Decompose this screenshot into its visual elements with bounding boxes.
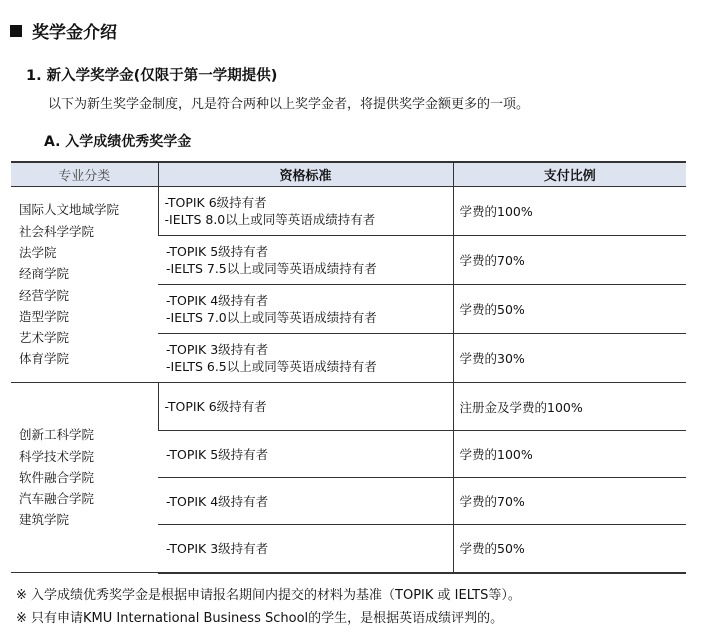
criteria-cell (158, 334, 453, 383)
faculty-name: 经商学院 (19, 266, 70, 282)
footnote: ※ 入学成绩优秀奖学金是根据申请报名期间内提交的材料为基准（TOPIK 或 IELTS等）。 (16, 588, 521, 603)
faculty-name: 软件融合学院 (19, 469, 95, 485)
criteria-cell (158, 187, 453, 236)
header-rate: 支付比例 (453, 162, 686, 187)
criteria-line: -IELTS 8.0以上或同等英语成绩持有者 (164, 212, 376, 227)
page-heading (10, 18, 117, 43)
section-intro: 以下为新生奖学金制度，凡是符合两种以上奖学金者，将提供奖学金额更多的一项。 (48, 97, 530, 112)
criteria-cell (158, 285, 453, 334)
faculty-name: 社会科学学院 (19, 223, 95, 239)
rate-cell: 学费的50% (453, 285, 686, 334)
footnote: ※ 只有申请KMU International Business School的学生，是根据英语成绩评判的。 (16, 611, 504, 626)
subsection-title: A. 入学成绩优秀奖学金 (44, 134, 192, 150)
faculty-name: 造型学院 (19, 308, 70, 324)
scholarship-table (11, 161, 686, 574)
rate-cell: 学费的50% (453, 525, 686, 573)
faculty-name: 经营学院 (19, 287, 70, 303)
criteria-line: -IELTS 7.5以上或同等英语成绩持有者 (166, 261, 377, 276)
criteria-line: -TOPIK 5级持有者 (166, 446, 269, 462)
criteria-cell (158, 478, 453, 525)
faculty-list (11, 187, 158, 383)
page-heading-text: 奖学金介绍 (32, 23, 117, 43)
criteria-cell (158, 431, 453, 478)
faculty-name: 法学院 (19, 244, 57, 260)
rate-cell: 学费的70% (453, 478, 686, 525)
criteria-cell (158, 383, 453, 431)
faculty-list (11, 383, 158, 573)
header-major: 专业分类 (11, 162, 158, 187)
faculty-name: 科学技术学院 (19, 448, 95, 464)
faculty-name: 艺术学院 (19, 330, 70, 346)
faculty-name: 体育学院 (19, 351, 70, 367)
square-bullet-icon (10, 25, 22, 37)
section-title: 1. 新入学奖学金(仅限于第一学期提供) (26, 68, 278, 84)
criteria-line: -TOPIK 4级持有者 (166, 293, 269, 308)
faculty-name: 汽车融合学院 (19, 491, 95, 507)
table-row (11, 187, 686, 236)
faculty-name: 国际人文地域学院 (19, 202, 120, 218)
criteria-line: -TOPIK 5级持有者 (166, 244, 269, 259)
header-criteria: 资格标准 (158, 162, 453, 187)
criteria-line: -TOPIK 3级持有者 (166, 540, 269, 556)
rate-cell: 学费的30% (453, 334, 686, 383)
criteria-line: -TOPIK 4级持有者 (166, 493, 269, 509)
criteria-line: -IELTS 6.5以上或同等英语成绩持有者 (166, 359, 377, 374)
criteria-line: -TOPIK 6级持有者 (164, 399, 267, 414)
rate-cell: 学费的100% (453, 431, 686, 478)
rate-cell: 学费的100% (453, 187, 686, 236)
table-header-row (11, 162, 686, 187)
criteria-line: -TOPIK 6级持有者 (164, 195, 267, 210)
criteria-line: -TOPIK 3级持有者 (166, 342, 269, 357)
rate-cell: 学费的70% (453, 236, 686, 285)
criteria-cell (158, 236, 453, 285)
criteria-cell (158, 525, 453, 573)
faculty-name: 创新工科学院 (19, 427, 95, 443)
rate-cell: 注册金及学费的100% (453, 383, 686, 431)
table-row (11, 383, 686, 431)
criteria-line: -IELTS 7.0以上或同等英语成绩持有者 (166, 310, 377, 325)
faculty-name: 建筑学院 (19, 512, 70, 528)
